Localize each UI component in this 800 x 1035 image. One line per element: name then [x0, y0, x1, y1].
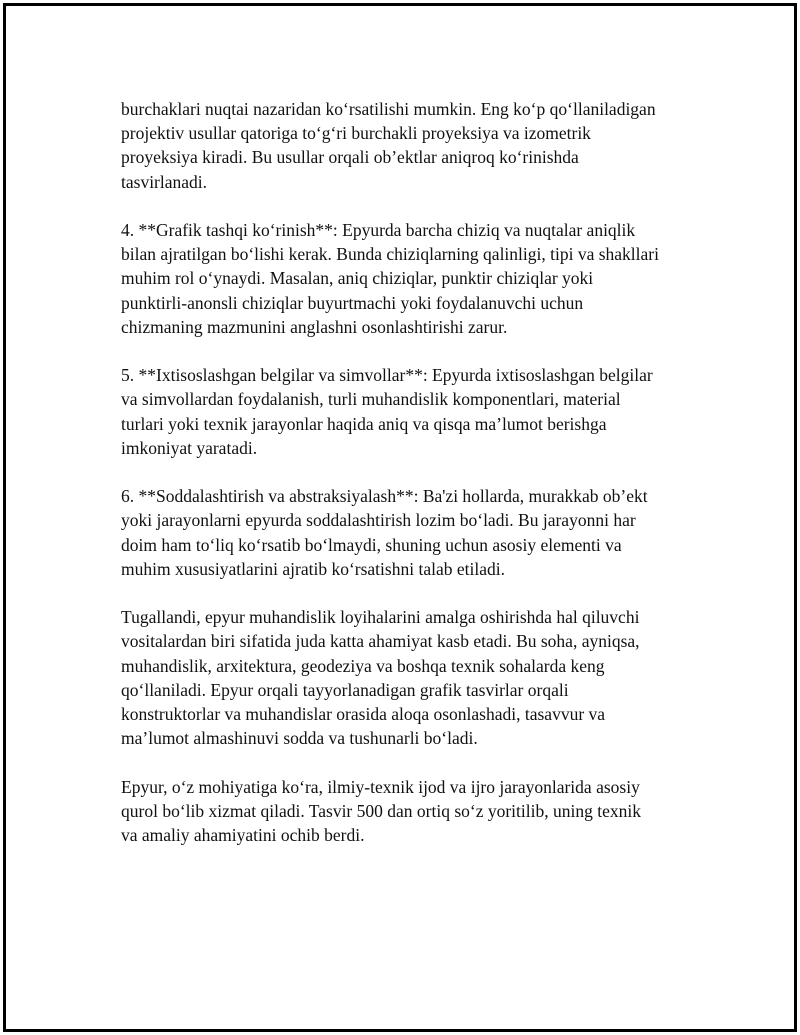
text-line: 6. **Soddalashtirish va abstraksiyalash**: Ba'zi hollarda, murakkab obʼekt — [121, 486, 648, 507]
text-line: vositalardan biri sifatida juda katta ahamiyat kasb etadi. Bu soha, ayniqsa, — [121, 631, 640, 652]
text-line: 4. **Grafik tashqi koʻrinish**: Epyurda barcha chiziq va nuqtalar aniqlik — [121, 220, 636, 240]
paragraph-projection-methods — [121, 97, 721, 194]
paragraph-special-symbols — [121, 363, 721, 460]
page-body — [121, 97, 721, 871]
text-line: muhandislik, arxitektura, geodeziya va boshqa texnik sohalarda keng — [121, 655, 605, 676]
text-line: chizmaning mazmunini anglashni osonlashtirishi zarur. — [121, 316, 508, 337]
text-line: doim ham toʻliq koʻrsatib boʻlmaydi, shuning uchun asosiy elementi va — [121, 534, 622, 555]
text-line: maʼlumot almashinuvi sodda va tushunarli boʻladi. — [121, 728, 478, 749]
text-line: punktirli-anonsli chiziqlar buyurtmachi yoki foydalanuvchi uchun — [121, 292, 584, 313]
paragraph-simplification — [121, 484, 721, 581]
text-line: bilan ajratilgan boʻlishi kerak. Bunda chiziqlarning qalinligi, tipi va shakllari — [121, 244, 659, 265]
text-line: turlari yoki texnik jarayonlar haqida aniq va qisqa maʼlumot berishga — [121, 413, 607, 434]
text-line: qoʻllaniladi. Epyur orqali tayyorlanadigan grafik tasvirlar orqali — [121, 679, 569, 700]
text-line: muhim rol oʻynaydi. Masalan, aniq chiziqlar, punktir chiziqlar yoki — [121, 268, 594, 289]
text-line: proyeksiya kiradi. Bu usullar orqali obʼektlar aniqroq koʻrinishda — [121, 147, 579, 168]
text-line: konstruktorlar va muhandislar orasida aloqa osonlashadi, tasavvur va — [121, 704, 606, 725]
text-line: va amaliy ahamiyatini ochib berdi. — [121, 825, 365, 846]
text-line: tasvirlanadi. — [121, 171, 208, 192]
text-line: va simvollardan foydalanish, turli muhandislik komponentlari, material — [121, 389, 621, 410]
paragraph-summary — [121, 775, 721, 848]
text-line: yoki jarayonlarni epyurda soddalashtirish lozim boʻladi. Bu jarayonni har — [121, 510, 636, 531]
text-line: projektiv usullar qatoriga toʻgʻri burchakli proyeksiya va izometrik — [121, 123, 591, 144]
text-line: Tugallandi, epyur muhandislik loyihalarini amalga oshirishda hal qiluvchi — [121, 607, 640, 628]
paragraph-graphic-appearance — [121, 218, 721, 339]
page-frame — [3, 3, 797, 1032]
text-line: imkoniyat yaratadi. — [121, 437, 258, 458]
paragraph-conclusion — [121, 605, 721, 750]
text-line: 5. **Ixtisoslashgan belgilar va simvollar**: Epyurda ixtisoslashgan belgilar — [121, 365, 653, 386]
text-line: muhim xususiyatlarini ajratib koʻrsatishni talab etiladi. — [121, 558, 505, 579]
text-line: qurol boʻlib xizmat qiladi. Tasvir 500 dan ortiq soʻz yoritilib, uning texnik — [121, 800, 641, 821]
text-line: burchaklari nuqtai nazaridan koʻrsatilishi mumkin. Eng koʻp qoʻllaniladigan — [121, 99, 656, 119]
text-line: Epyur, oʻz mohiyatiga koʻra, ilmiy-texnik ijod va ijro jarayonlarida asosiy — [121, 776, 640, 797]
